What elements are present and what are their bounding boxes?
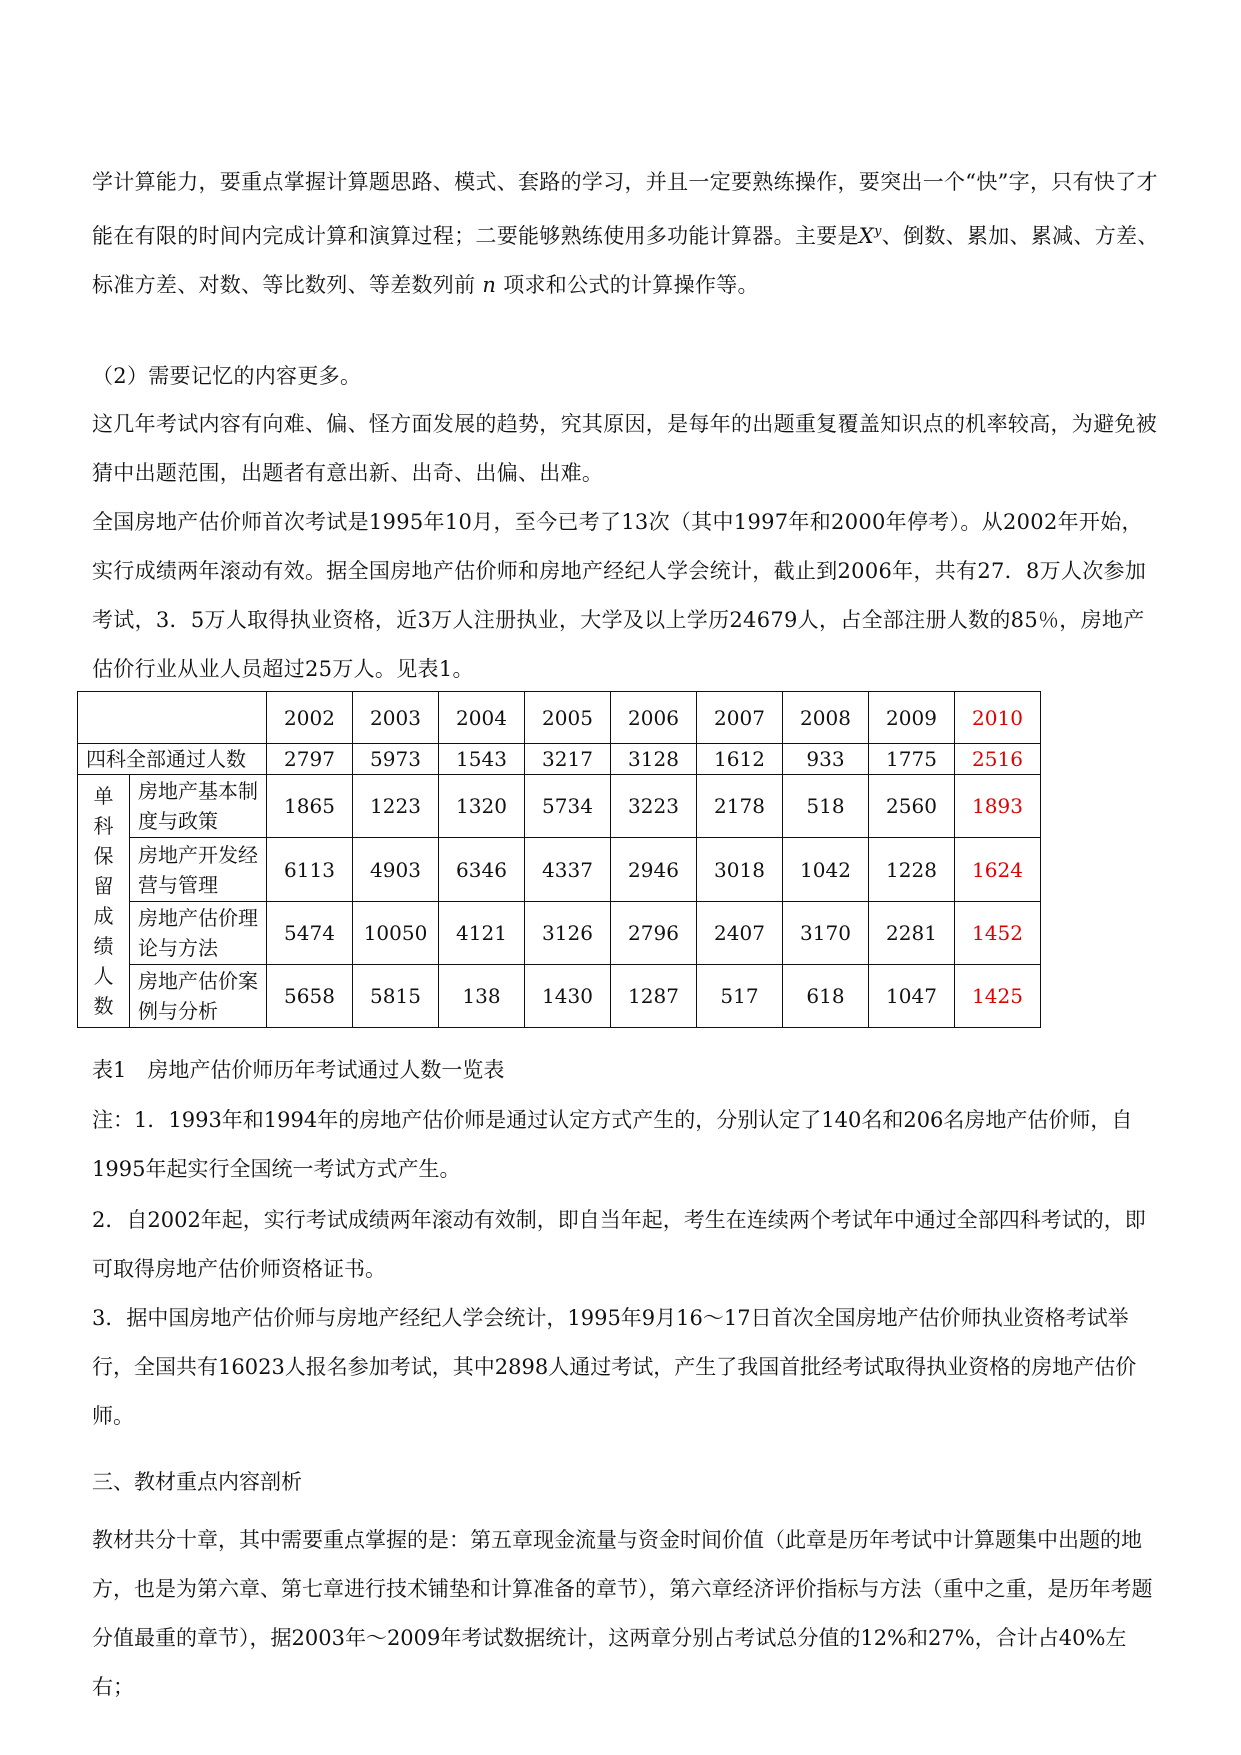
value-cell: 2796 [611, 902, 697, 965]
group-label-char: 保 [93, 844, 114, 868]
value-cell: 1228 [869, 838, 955, 902]
subject-label [130, 965, 267, 1028]
subject-line: 例与分析 [138, 999, 218, 1023]
value-cell: 5815 [353, 965, 439, 1028]
subject-line: 论与方法 [138, 936, 218, 960]
value-cell: 138 [439, 965, 525, 1028]
note-1: 注：1．1993年和1994年的房地产估价师是通过认定方式产生的，分别认定了140名和206名房地产估价师，自1995年起实行全国统一考试方式产生。 [92, 1108, 1133, 1181]
value-cell: 5658 [267, 965, 353, 1028]
value-cell: 1893 [955, 775, 1041, 838]
section-heading: 三、教材重点内容剖析 [92, 1470, 302, 1494]
text-span: 、倒数、累加、累减、方差、标准方差、对数、等比数列、等差数列前 [92, 224, 1159, 297]
value-cell: 1287 [611, 965, 697, 1028]
year-cell: 2009 [869, 692, 955, 744]
value-cell: 1452 [955, 902, 1041, 965]
value-cell: 1624 [955, 838, 1041, 902]
year-cell: 2010 [955, 692, 1041, 744]
paragraph-exam-history: 全国房地产估价师首次考试是1995年10月，至今已考了13次（其中1997年和2000年停考）。从2002年开始，实行成绩两年滚动有效。据全国房地产估价师和房地产经纪人学会统计，截止到2006年，共有27．8万人次参加考试，3．5万人取得执业资格，近3万人注册执业，大学及以上学历24679人，占全部注册人数的85％，房地产估价行业从业人员超过25万人。见表1。 [92, 510, 1147, 681]
math-sup: y [874, 224, 882, 239]
value-cell: 1775 [869, 744, 955, 775]
value-cell: 1047 [869, 965, 955, 1028]
group-label-char: 科 [93, 814, 114, 838]
group-label-char: 数 [93, 994, 114, 1018]
year-cell: 2007 [697, 692, 783, 744]
subject-line: 房地产基本制 [138, 779, 258, 803]
value-cell: 1320 [439, 775, 525, 838]
value-cell: 1543 [439, 744, 525, 775]
value-cell: 1430 [525, 965, 611, 1028]
paragraph-calculator [92, 158, 1162, 310]
group-label-cell [78, 775, 130, 1028]
value-cell: 2797 [267, 744, 353, 775]
note-3: 3．据中国房地产估价师与房地产经纪人学会统计，1995年9月16～17日首次全国房地产估价师执业资格考试举行，全国共有16023人报名参加考试，其中2898人通过考试，产生了我国首批经考试取得执业资格的房地产估价师。 [92, 1306, 1137, 1428]
table-caption: 表1 房地产估价师历年考试通过人数一览表 [92, 1058, 505, 1082]
group-label-char: 成 [93, 904, 114, 928]
subject-line: 房地产开发经 [138, 842, 258, 867]
value-cell: 10050 [353, 902, 439, 965]
value-cell: 6113 [267, 838, 353, 902]
table-row [78, 775, 1041, 838]
value-cell: 3223 [611, 775, 697, 838]
pass-count-table [77, 691, 1041, 1028]
value-cell: 1042 [783, 838, 869, 902]
value-cell: 2407 [697, 902, 783, 965]
value-cell: 3126 [525, 902, 611, 965]
value-cell: 1865 [267, 775, 353, 838]
math-x: X [858, 224, 875, 248]
value-cell: 1425 [955, 965, 1041, 1028]
value-cell: 3170 [783, 902, 869, 965]
subject-line: 房地产估价理 [138, 906, 258, 930]
year-cell: 2004 [439, 692, 525, 744]
value-cell: 517 [697, 965, 783, 1028]
value-cell: 518 [783, 775, 869, 838]
value-cell: 3217 [525, 744, 611, 775]
all-pass-label: 四科全部通过人数 [78, 744, 267, 775]
year-cell: 2002 [267, 692, 353, 744]
value-cell: 2516 [955, 744, 1041, 775]
paragraph-textbook: 教材共分十章，其中需要重点掌握的是：第五章现金流量与资金时间价值（此章是历年考试中计算题集中出题的地方，也是为第六章、第七章进行技术铺垫和计算准备的章节），第六章经济评价指标与方法（重中之重，是历年考题分值最重的章节），据2003年～2009年考试数据统计，这两章分别占考试总分值的12%和27%，合计占40%左右； [92, 1528, 1153, 1699]
table-corner-cell [78, 692, 267, 744]
group-label-char: 人 [93, 964, 114, 988]
note-2: 2．自2002年起，实行考试成绩两年滚动有效制，即自当年起，考生在连续两个考试年中通过全部四科考试的，即可取得房地产估价师资格证书。 [92, 1208, 1146, 1281]
text-span: 学计算能力，要重点掌握计算题思路、模式、套路的学习，并且一定要熟练操作，要突出一个“快”字，只有快了才能在有限的时间内完成计算和演算过程；二要能够熟练使用多功能计算器。主要是 [92, 170, 1158, 248]
value-cell: 5734 [525, 775, 611, 838]
year-cell: 2005 [525, 692, 611, 744]
value-cell: 3018 [697, 838, 783, 902]
value-cell: 3128 [611, 744, 697, 775]
year-cell: 2006 [611, 692, 697, 744]
value-cell: 618 [783, 965, 869, 1028]
subject-line: 度与政策 [138, 809, 218, 833]
subject-label [130, 838, 267, 902]
year-cell: 2003 [353, 692, 439, 744]
value-cell: 2178 [697, 775, 783, 838]
value-cell: 5973 [353, 744, 439, 775]
paragraph-exam-trend: 这几年考试内容有向难、偏、怪方面发展的趋势，究其原因，是每年的出题重复覆盖知识点的机率较高，为避免被猜中出题范围，出题者有意出新、出奇、出偏、出难。 [92, 412, 1157, 485]
subject-label [130, 902, 267, 965]
value-cell: 5474 [267, 902, 353, 965]
value-cell: 4337 [525, 838, 611, 902]
group-label-char: 留 [93, 874, 114, 898]
table-row [78, 744, 1041, 775]
value-cell: 933 [783, 744, 869, 775]
value-cell: 4121 [439, 902, 525, 965]
value-cell: 2560 [869, 775, 955, 838]
table-row [78, 965, 1041, 1028]
paragraph-memory-heading: （2）需要记忆的内容更多。 [92, 364, 362, 388]
table-header-row [78, 692, 1041, 744]
group-label-char: 绩 [93, 934, 114, 958]
value-cell: 6346 [439, 838, 525, 902]
value-cell: 4903 [353, 838, 439, 902]
group-label-char: 单 [93, 784, 114, 808]
value-cell: 2946 [611, 838, 697, 902]
value-cell: 1612 [697, 744, 783, 775]
subject-line: 营与管理 [138, 872, 218, 897]
value-cell: 2281 [869, 902, 955, 965]
value-cell: 1223 [353, 775, 439, 838]
text-span: 项求和公式的计算操作等。 [503, 273, 759, 297]
subject-label [130, 775, 267, 838]
year-cell: 2008 [783, 692, 869, 744]
subject-line: 房地产估价案 [138, 969, 258, 993]
table-row [78, 902, 1041, 965]
math-n: n [482, 273, 497, 297]
table-row [78, 838, 1041, 902]
